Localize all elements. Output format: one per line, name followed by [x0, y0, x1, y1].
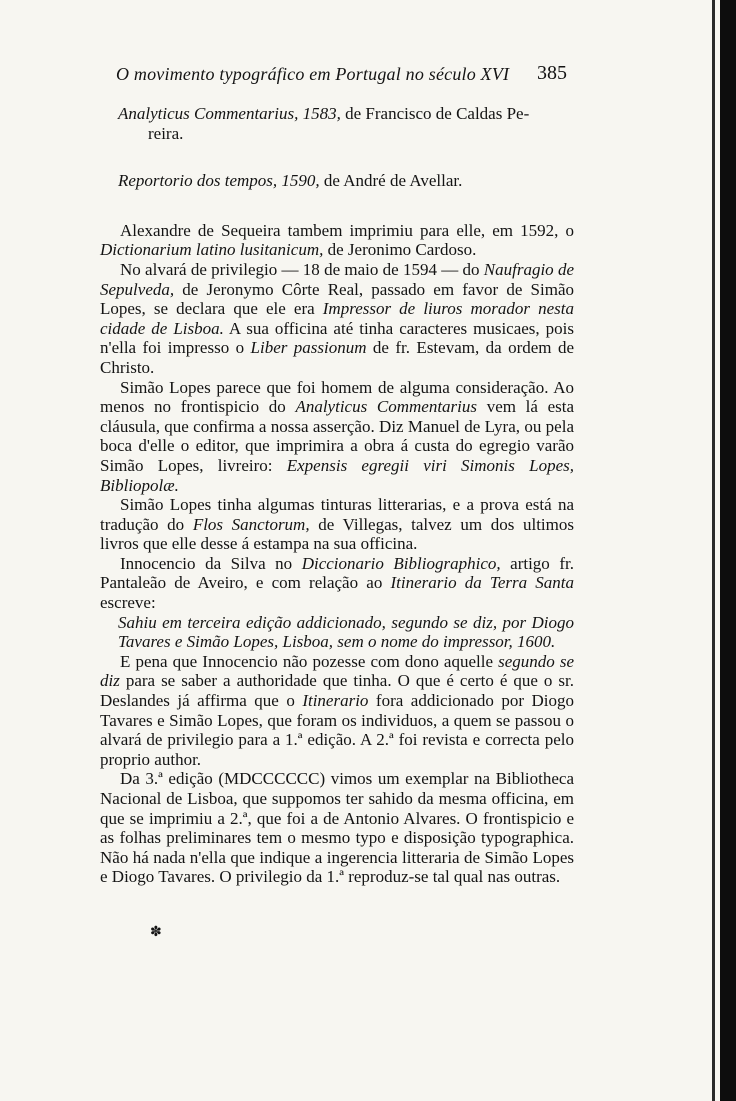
paragraph: Simão Lopes tinha algumas tinturas litterarias, e a prova está na tradução do Flos Sanctorum, de Villegas, talvez um dos ultimos livros que elle desse á estampa na sua officina. — [100, 495, 574, 554]
paragraph: Innocencio da Silva no Diccionario Bibliographico, artigo fr. Pantaleão de Aveiro, e com relação ao Itinerario da Terra Santa escreve: — [100, 553, 574, 613]
bibliography-entry — [100, 171, 574, 191]
entry-title: Analyticus Commentarius, 1583, — [118, 104, 341, 123]
entry-text: de André de Avellar. — [319, 171, 463, 191]
entry-title: Reportorio dos tempos, 1590, — [118, 171, 320, 191]
paragraph: E pena que Innocencio não pozesse com dono aquelle segundo se diz para se saber a authoridade que tinha. O que é certo é que o sr. Deslandes já affirma que o Itinerario fora addicionado por Diogo Tavares e Simão Lopes, que foram os individuos, a quem se passou o alvará de privilegio para a 1.ª edição. A 2.ª foi revista e correcta pelo proprio author. — [100, 651, 575, 769]
paragraph: No alvará de privilegio — 18 de maio de 1594 — do Naufragio de Sepulveda, de Jeronymo Côrte Real, passado em favor de Simão Lopes, se declara que ele era Impressor de liuros morador nesta cidade de Lisboa. A sua officina até tinha caracteres musicaes, pois n'ella foi impresso o Liber passionum de fr. Estevam, da ordem de Christo. — [100, 259, 574, 377]
body-text — [100, 104, 574, 887]
quotation: Sahiu em terceira edição addicionado, segundo se diz, por Diogo Tavares e Simão Lopes, Lisboa, sem o nome do impressor, 1600. — [118, 612, 574, 652]
running-title: O movimento typográfico em Portugal no século XVI — [116, 64, 510, 84]
scan-edge — [720, 0, 736, 1101]
ornament-icon: ✽ — [150, 925, 162, 940]
page-number: 385 — [537, 62, 567, 84]
entry-continuation: reira. — [148, 123, 184, 143]
page-border — [712, 0, 715, 1101]
paragraph: Alexandre de Sequeira tambem imprimiu para elle, em 1592, o Dictionarium latino lusitanicum, de Jeronimo Cardoso. — [100, 220, 574, 260]
paragraph: Simão Lopes parece que foi homem de alguma consideração. Ao menos no frontispicio do Analyticus Commentarius vem lá esta cláusula, que confirma a nossa asserção. Diz Manuel de Lyra, ou pela boca d'elle o editor, que imprimira a obra á custa do egregio varão Simão Lopes, livreiro: Expensis egregii viri Simonis Lopes, Bibliopolæ. — [100, 377, 574, 495]
entry-text: de Francisco de Caldas Pe- — [340, 104, 530, 123]
bibliography-entry — [100, 104, 574, 143]
paragraph: Da 3.ª edição (MDCCCCCC) vimos um exemplar na Bibliotheca Nacional de Lisboa, que suppomos ter sahido da mesma officina, em que se imprimiu a 2.ª, que foi a de Antonio Alvares. O frontispicio e as folhas preliminares tem o mesmo typo e disposição typographica. Não há nada n'ella que indique a ingerencia litteraria de Simão Lopes e Diogo Tavares. O privilegio da 1.ª reproduz-se tal qual nas outras. — [100, 769, 574, 887]
